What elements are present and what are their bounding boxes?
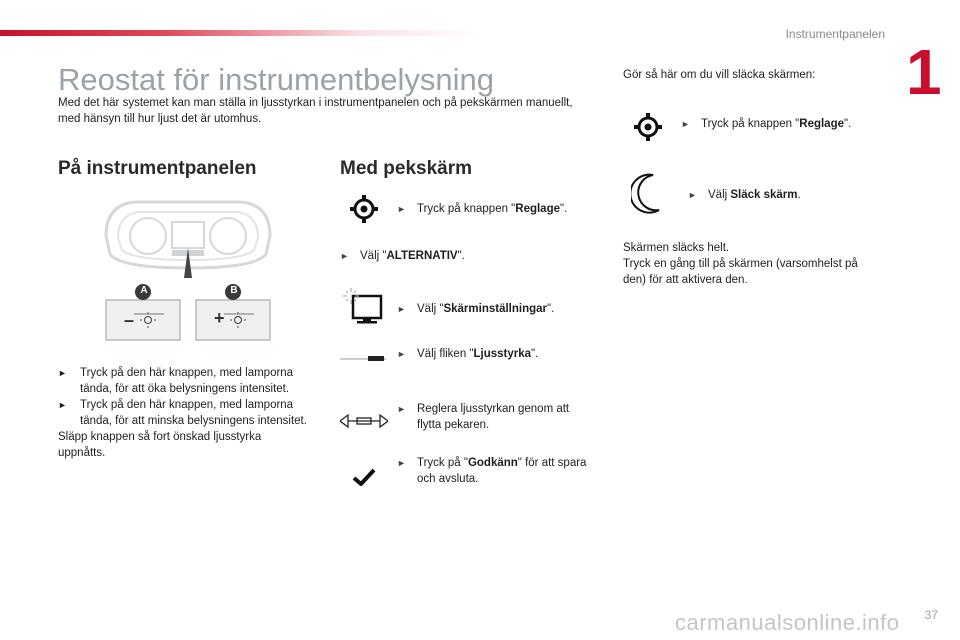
page-title: Reostat för instrumentbelysning xyxy=(58,62,494,97)
bullet-arrow-icon: ► xyxy=(397,304,406,314)
heading-touchscreen: Med pekskärm xyxy=(340,158,473,179)
bullet-arrow-icon: ► xyxy=(58,400,67,410)
step-press-settings: ► Tryck på knappen "Reglage". xyxy=(397,203,568,215)
intro-paragraph: Med det här systemet kan man ställa in ljusstyrkan i instrumentpanelen och på pekskärmen manuellt, med hänsyn till hur ljust det är utomhus. xyxy=(58,97,573,125)
step-confirm: ► Tryck på "Godkänn" för att spara och avsluta. xyxy=(397,457,587,485)
watermark: carmanualsonline.info xyxy=(675,610,900,635)
bullet-arrow-icon: ► xyxy=(397,458,406,468)
screen-off-intro: Gör så här om du vill släcka skärmen: xyxy=(623,69,816,81)
button-a-label: A xyxy=(140,285,148,296)
release-note: Släpp knappen så fort önskad ljusstyrka uppnåtts. xyxy=(58,431,262,459)
step-select-options: ► Välj "ALTERNATIV". xyxy=(340,250,465,262)
button-b-label: B xyxy=(230,285,238,296)
button-a-minus: – xyxy=(124,310,135,330)
heading-instrument-panel: På instrumentpanelen xyxy=(58,158,257,179)
section-label: Instrumentpanelen xyxy=(785,27,885,41)
brightness-tab-icon xyxy=(340,354,386,362)
chapter-number: 1 xyxy=(906,36,942,108)
list-item: ► Tryck på den här knappen, med lamporna tända, för att minska belysningens intensitet. xyxy=(58,399,307,427)
screen-brightness-icon xyxy=(343,288,385,326)
screen-off-result: Skärmen släcks helt. Tryck en gång till på skärmen (varsomhelst på den) för att aktivera den. xyxy=(623,242,858,286)
page-number: 37 xyxy=(924,608,938,622)
list-item: ► Tryck på den här knappen, med lamporna tända, för att öka belysningens intensitet. xyxy=(58,367,294,395)
slider-icon xyxy=(340,413,388,429)
gear-icon xyxy=(634,113,662,141)
step-brightness-tab: ► Välj fliken "Ljusstyrka". xyxy=(397,348,539,360)
step-screen-settings: ► Välj "Skärminställningar". xyxy=(397,303,555,315)
instrument-cluster-illustration xyxy=(96,196,280,356)
step-screen-off: ► Välj Släck skärm. xyxy=(688,189,801,201)
bullet-arrow-icon: ► xyxy=(340,251,349,261)
moon-icon xyxy=(631,172,663,216)
bullet-arrow-icon: ► xyxy=(397,404,406,414)
step-adjust-slider: ► Reglera ljusstyrkan genom att flytta pekaren. xyxy=(397,403,570,431)
instrument-panel-instructions xyxy=(58,365,318,461)
bullet-arrow-icon: ► xyxy=(58,368,67,378)
header-accent-bar xyxy=(0,30,480,36)
step-press-settings-right: ► Tryck på knappen "Reglage". xyxy=(681,118,852,130)
bullet-arrow-icon: ► xyxy=(397,349,406,359)
bullet-arrow-icon: ► xyxy=(397,204,406,214)
bullet-arrow-icon: ► xyxy=(681,119,690,129)
gear-icon xyxy=(350,195,378,223)
checkmark-icon xyxy=(352,467,376,487)
bullet-arrow-icon: ► xyxy=(688,190,697,200)
button-b-plus: + xyxy=(214,308,225,328)
